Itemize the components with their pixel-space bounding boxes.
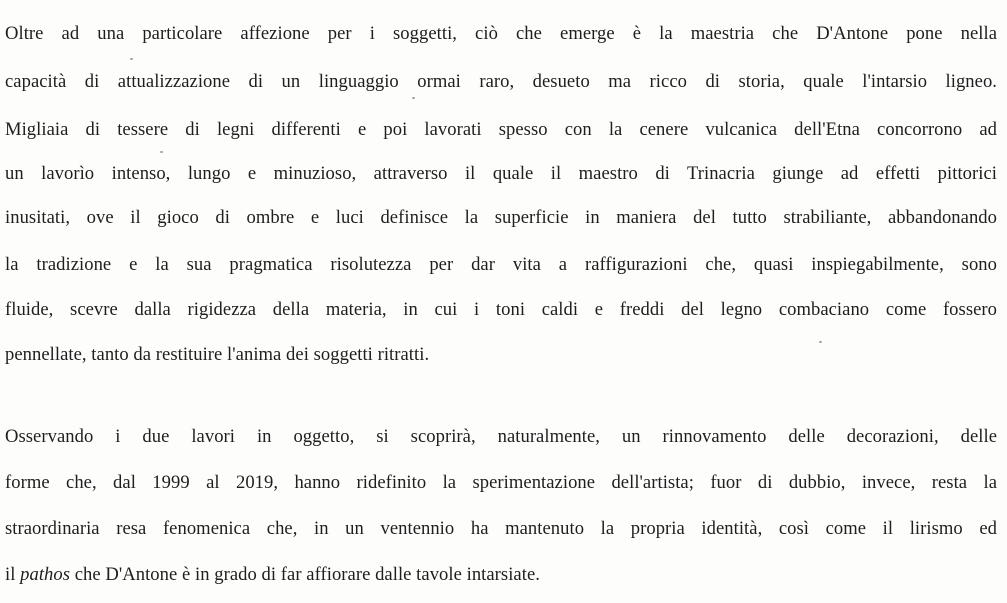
text-line: Osservando i due lavori in oggetto, si scoprirà, naturalmente, un rinnovamento delle decorazioni, delle (5, 426, 997, 447)
text-line: la tradizione e la sua pragmatica risolutezza per dar vita a raffigurazioni che, quasi inspiegabilmente, sono (5, 254, 997, 275)
text-line: pennellate, tanto da restituire l'anima dei soggetti ritratti. (5, 344, 430, 365)
text-line: straordinaria resa fenomenica che, in un ventennio ha mantenuto la propria identità, così come il lirismo ed (5, 518, 997, 539)
italic-term: pathos (20, 564, 71, 585)
text-line-suffix: che D'Antone è in grado di far affiorare dalle tavole intarsiate. (70, 564, 540, 585)
text-line: inusitati, ove il gioco di ombre e luci definisce la superficie in maniera del tutto strabiliante, abbandonando (5, 207, 997, 228)
scan-speck (819, 341, 822, 343)
text-line-prefix: il (5, 564, 21, 585)
scan-speck (160, 151, 163, 153)
text-line: capacità di attualizzazione di un linguaggio ormai raro, desueto ma ricco di storia, quale l'intarsio ligneo. (5, 71, 997, 92)
scan-speck (130, 58, 133, 60)
text-line: Oltre ad una particolare affezione per i soggetti, ciò che emerge è la maestria che D'Antone pone nella (5, 23, 997, 44)
text-line: Migliaia di tessere di legni differenti e poi lavorati spesso con la cenere vulcanica dell'Etna concorrono ad (5, 119, 997, 140)
scan-speck (412, 97, 415, 99)
text-line: fluide, scevre dalla rigidezza della materia, in cui i toni caldi e freddi del legno combaciano come fossero (5, 299, 997, 320)
text-line: forme che, dal 1999 al 2019, hanno ridefinito la sperimentazione dell'artista; fuor di dubbio, invece, resta la (5, 472, 997, 493)
text-line (5, 563, 997, 587)
text-line: un lavorìo intenso, lungo e minuzioso, attraverso il quale il maestro di Trinacria giunge ad effetti pittorici (5, 163, 997, 184)
